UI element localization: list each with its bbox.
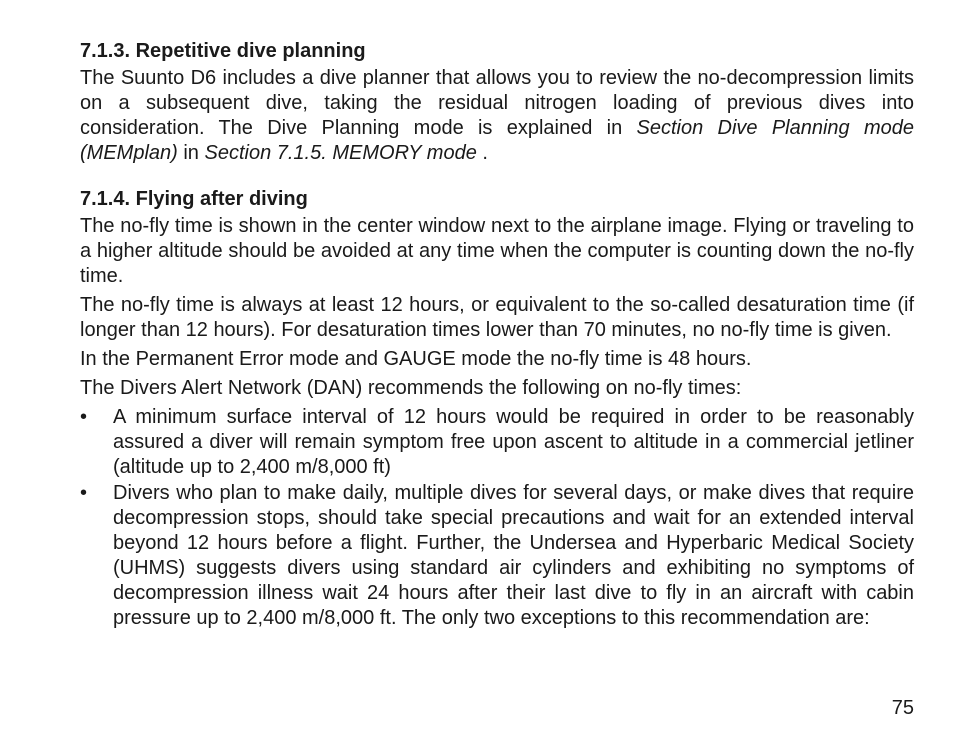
paragraph-permanent-error: In the Permanent Error mode and GAUGE mode the no-fly time is 48 hours.	[80, 348, 752, 370]
paragraph-dive-planner	[80, 66, 914, 166]
bullet-marker: •	[80, 406, 88, 428]
page-number: 75	[891, 697, 914, 719]
list-item-text: Divers who plan to make daily, multiple dives for several days, or make dives that require decompression stops, should take special precautions and wait for an extended interval beyond 12 hours before a flight. Further, the Undersea and Hyperbaric Medical Society (UHMS) suggests divers using standard air cylinders and exhibiting no symptoms of decompression illness wait 24 hours after their last dive to fly in an aircraft with cabin pressure up to 2,400 m/8,000 ft. The only two exceptions to this recommendation are:	[113, 482, 914, 629]
section-reference-dive-planning-mode: Section Dive Planning mode (MEMplan)	[80, 117, 914, 164]
paragraph-text: The Suunto D6 includes a dive planner that allows you to review the no-decompression limits on a subsequent dive, taking the residual nitrogen loading of previous dives into consideration. The Dive Planning mode is explained in	[80, 67, 914, 139]
dan-recommendations-list	[80, 405, 914, 631]
list-item	[80, 481, 914, 631]
paragraph-no-fly-time-display: The no-fly time is shown in the center window next to the airplane image. Flying or traveling to a higher altitude should be avoided at any time when the computer is counting down the no-fly time.	[80, 215, 914, 287]
section-heading-flying-after-diving: 7.1.4. Flying after diving	[80, 188, 308, 210]
paragraph-no-fly-minimum: The no-fly time is always at least 12 hours, or equivalent to the so-called desaturation time (if longer than 12 hours). For desaturation times lower than 70 minutes, no no-fly time is given.	[80, 294, 914, 341]
section-heading-repetitive-dive-planning: 7.1.3. Repetitive dive planning	[80, 40, 366, 62]
section-spacer	[80, 170, 914, 187]
section-reference-memory-mode: Section 7.1.5. MEMORY mode	[204, 142, 477, 164]
paragraph-text: .	[476, 142, 488, 164]
page-content	[80, 39, 914, 632]
list-item-text: A minimum surface interval of 12 hours would be required in order to be reasonably assured a diver will remain symptom free upon ascent to altitude in a commercial jetliner (altitude up to 2,400 m/8,000 ft)	[113, 406, 914, 478]
bullet-marker: •	[80, 482, 88, 504]
paragraph-dan-recommendation: The Divers Alert Network (DAN) recommends the following on no-fly times:	[80, 377, 742, 399]
paragraph-text: in	[177, 142, 205, 164]
list-item	[80, 405, 914, 480]
